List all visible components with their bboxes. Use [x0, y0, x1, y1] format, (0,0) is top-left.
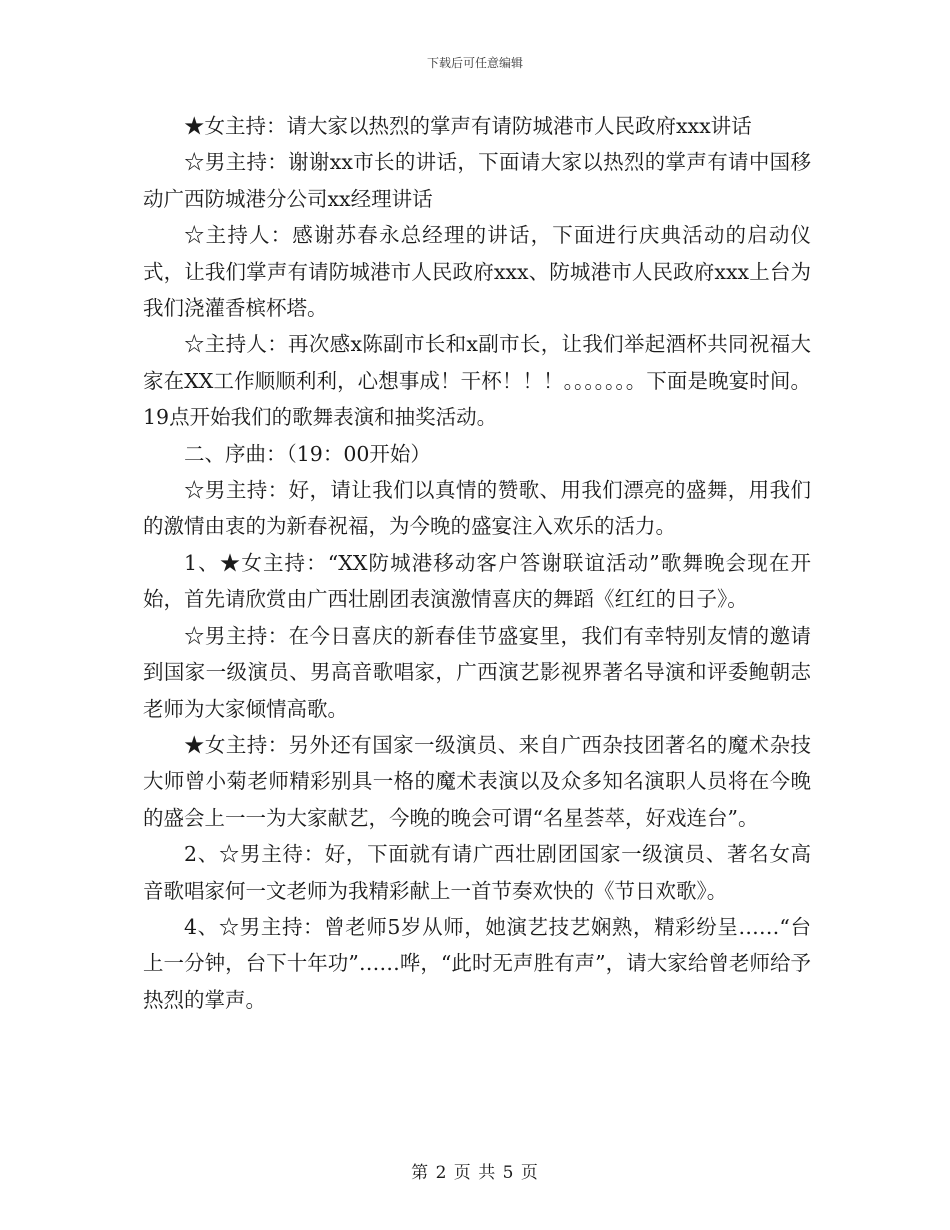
page-header: 下载后可任意编辑	[426, 56, 523, 70]
paragraph: 1、★女主持：“XX防城港移动客户答谢联谊活动”歌舞晚会现在开始，首先请欣赏由广西壮剧团表演激情喜庆的舞蹈《红红的日子》。	[143, 550, 811, 612]
page-footer: 第 2 页 共 5 页	[411, 1163, 539, 1183]
document-body	[143, 108, 811, 1018]
paragraph: ☆主持人：感谢苏春永总经理的讲话，下面进行庆典活动的启动仪式，让我们掌声有请防城港市人民政府xxx、防城港市人民政府xxx上台为我们浇灌香槟杯塔。	[143, 223, 811, 321]
paragraph: ☆主持人：再次感x陈副市长和x副市长，让我们举起酒杯共同祝福大家在XX工作顺顺利利，心想事成！干杯！！！。。。。。。。下面是晚宴时间。19点开始我们的歌舞表演和抽奖活动。	[143, 332, 811, 430]
paragraph: 2、☆男主待：好，下面就有请广西壮剧团国家一级演员、著名女高音歌唱家何一文老师为我精彩献上一首节奏欢快的《节日欢歌》。	[143, 842, 811, 903]
paragraph: 4、☆男主持：曾老师5岁从师，她演艺技艺娴熟，精彩纷呈……“台上一分钟，台下十年功”……哗，“此时无声胜有声”，请大家给曾老师给予热烈的掌声。	[143, 914, 811, 1012]
paragraph: ★女主持：请大家以热烈的掌声有请防城港市人民政府xxx讲话	[184, 114, 752, 138]
paragraph: ★女主持：另外还有国家一级演员、来自广西杂技团著名的魔术杂技大师曾小菊老师精彩别具一格的魔术表演以及众多知名演职人员将在今晚的盛会上一一为大家献艺，今晚的晚会可谓“名星荟萃，好戏连台”。	[143, 732, 811, 830]
paragraph: ☆男主持：好，请让我们以真情的赞歌、用我们漂亮的盛舞，用我们的激情由衷的为新春祝福，为今晚的盛宴注入欢乐的活力。	[143, 478, 811, 539]
paragraph: ☆男主持：谢谢xx市长的讲话，下面请大家以热烈的掌声有请中国移动广西防城港分公司xx经理讲话	[143, 150, 811, 211]
paragraph: ☆男主持：在今日喜庆的新春佳节盛宴里，我们有幸特别友情的邀请到国家一级演员、男高音歌唱家，广西演艺影视界著名导演和评委鲍朝志老师为大家倾情高歌。	[143, 623, 811, 721]
section-heading: 二、序曲：（19：00开始）	[184, 441, 431, 466]
